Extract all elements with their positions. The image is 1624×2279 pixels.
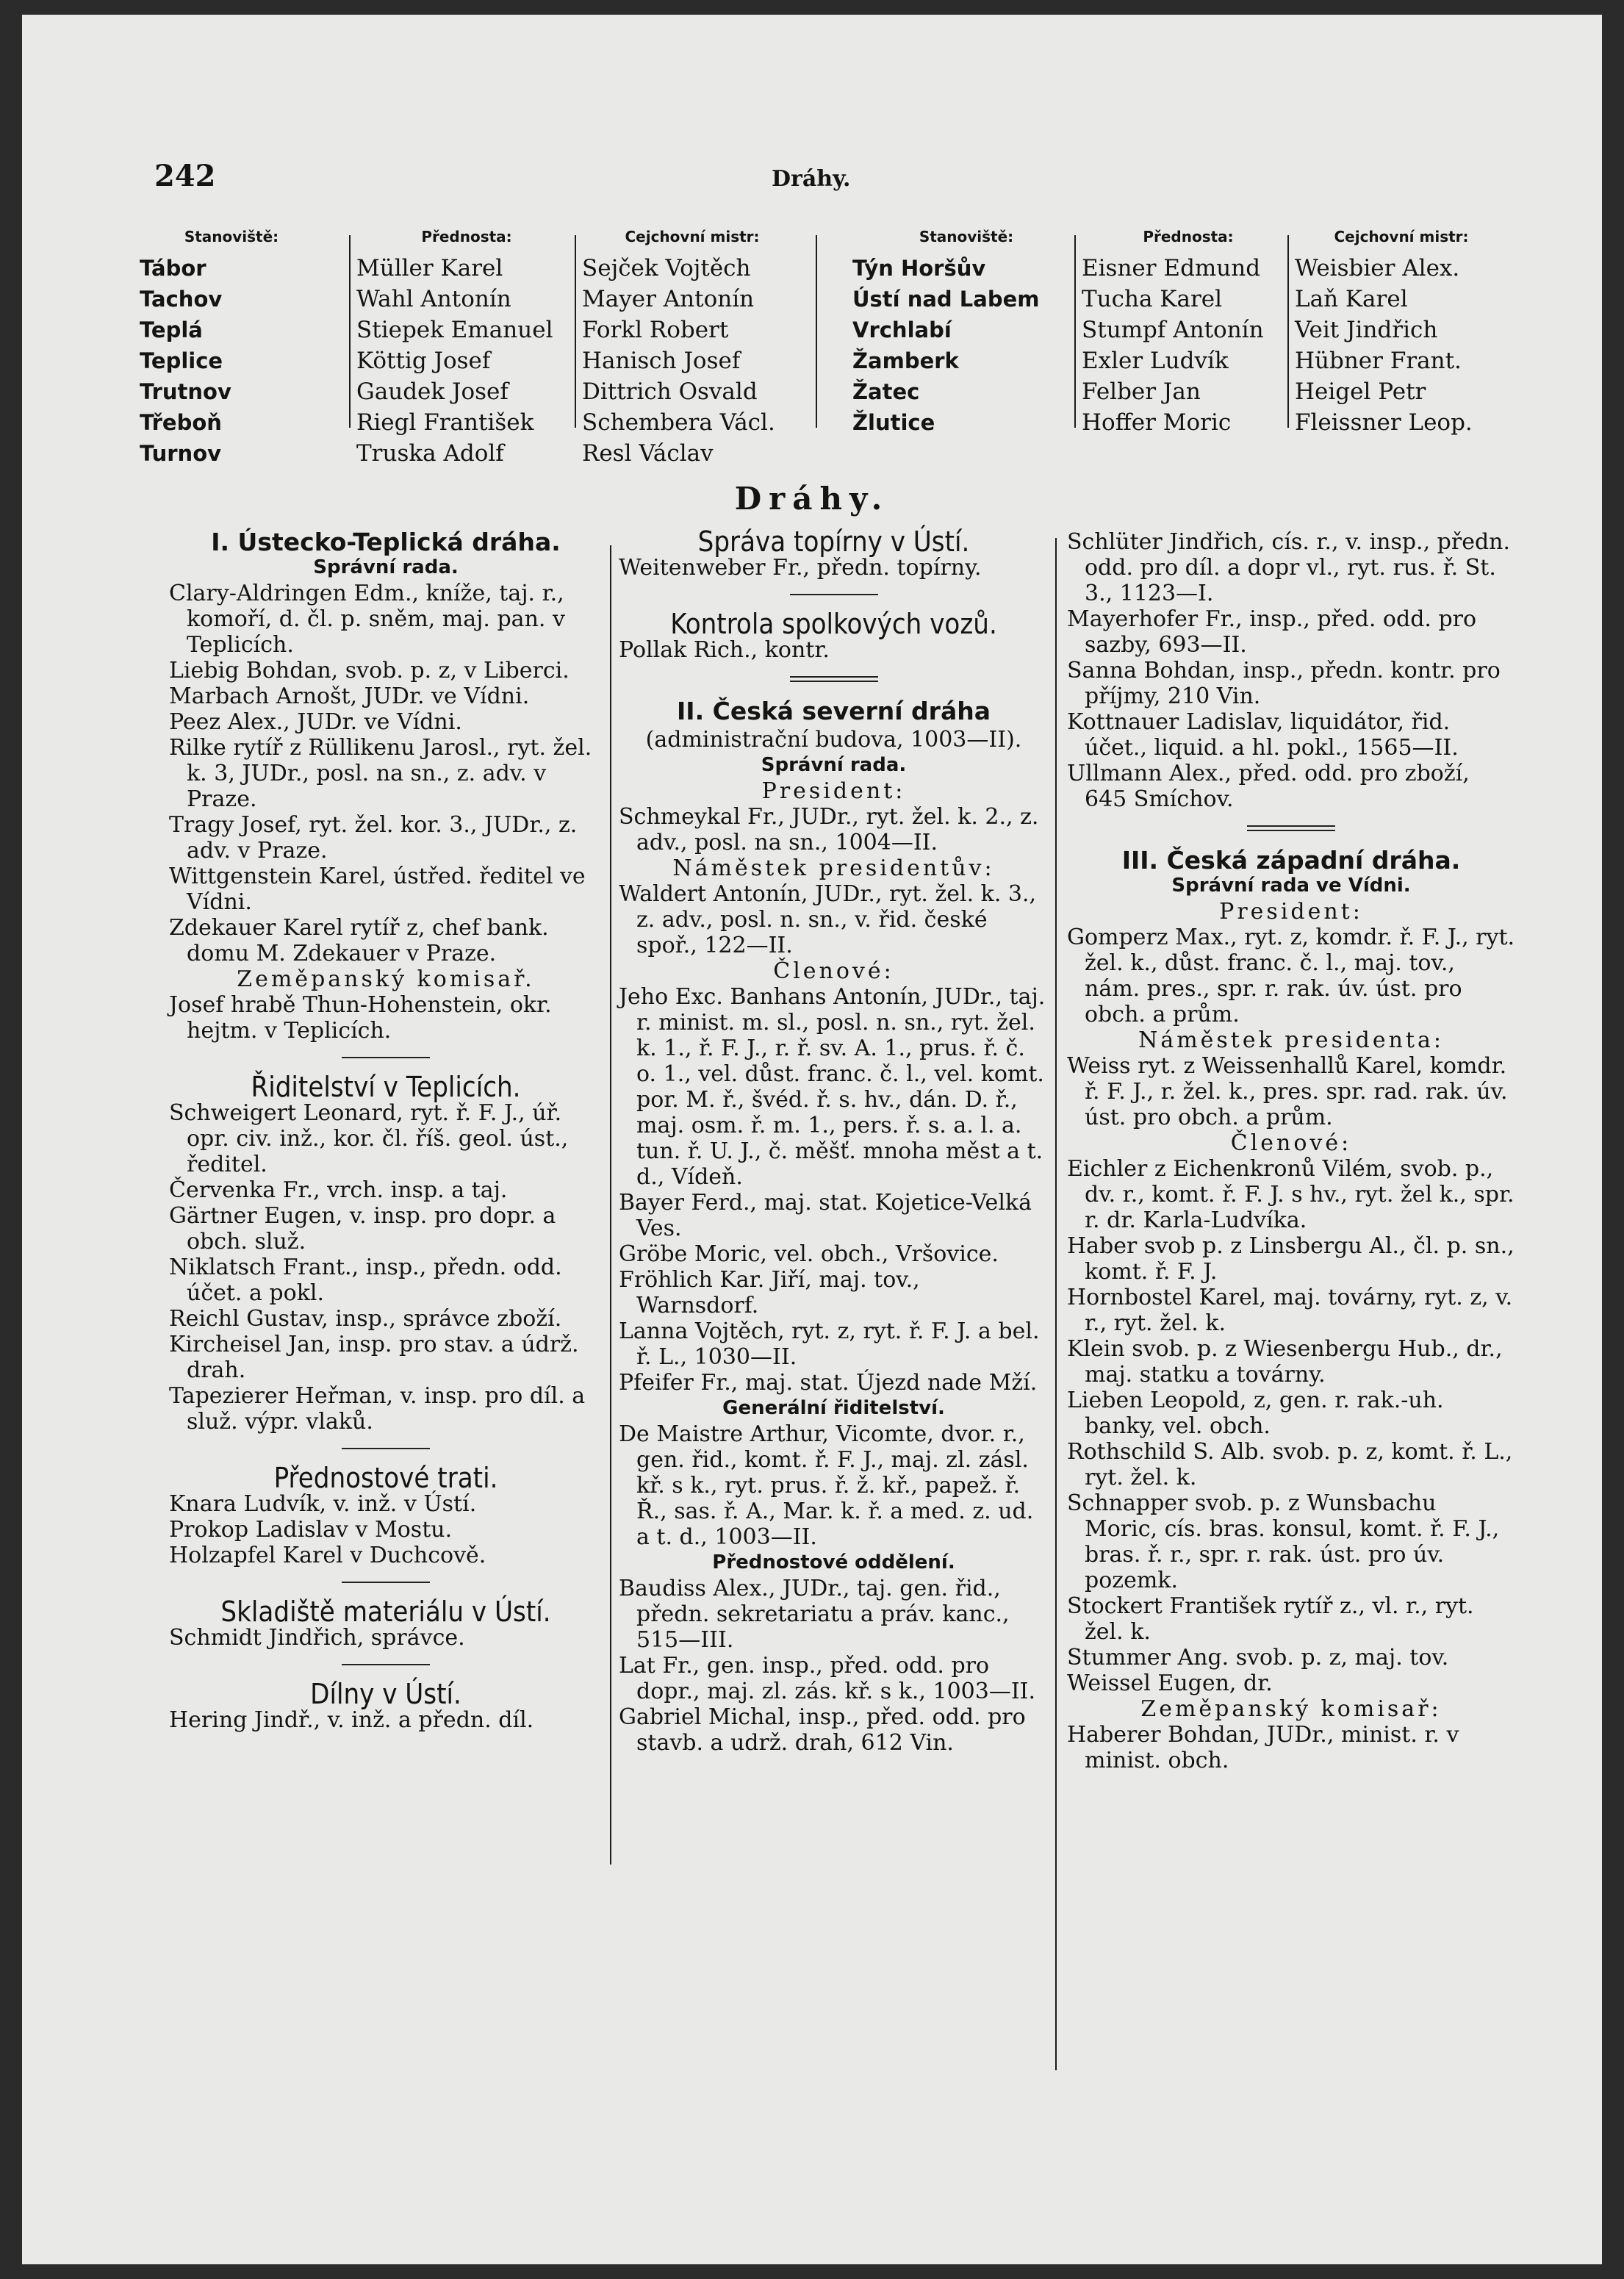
directorate-entry: Schweigert Leonard, ryt. ř. F. J., úř. opr. civ. inž., kor. čl. říš. geol. úst., ředitel. [169, 1100, 569, 1177]
table-divider [816, 235, 817, 428]
master-name: Mayer Antonín [582, 286, 755, 312]
board-heading: Správní rada ve Vídni. [1171, 875, 1411, 897]
chief-column-right [1082, 228, 1295, 438]
railway-title: I. Ústecko-Teplická dráha. [211, 528, 561, 556]
directorate-entry: Kircheisel Jan, insp. pro stav. a údrž. drah. [169, 1332, 579, 1383]
gen-dir-entry: De Maistre Arthur, Vicomte, dvor. r., gen. řid., komt. ř. F. J., maj. zl. zásl. kř. s k., ryt. prus. ř. ž. kř., papež. ř. Ř., sas. ř. A., Mar. k. ř. a med. z. ud. a t. d., 1003—II. [619, 1421, 1034, 1550]
gen-dir-heading: Generální řiditelství. [722, 1397, 945, 1419]
member-entry: Weissel Eugen, dr. [1067, 1670, 1273, 1696]
station-name: Třeboň [140, 410, 222, 435]
member-entry: Pfeifer Fr., maj. stat. Újezd nade Mží. [619, 1370, 1038, 1396]
president-entry: Schmeykal Fr., JUDr., ryt. žel. k. 2., z. adv., posl. na sn., 1004—II. [619, 804, 1039, 855]
master-name: Sejček Vojtěch [582, 255, 751, 281]
station-name: Žamberk [852, 348, 959, 373]
chief-name: Stumpf Antonín [1082, 317, 1264, 343]
president-heading: President: [1219, 899, 1363, 925]
station-name: Vrchlabí [852, 317, 952, 342]
dept-entry: Schlüter Jindřich, cís. r., v. insp., předn. odd. pro díl. a dopr vl., ryt. rus. ř. St. 3., 1123—I. [1067, 529, 1511, 606]
board-member: Marbach Arnošt, JUDr. ve Vídni. [169, 683, 530, 709]
president-heading: President: [761, 778, 906, 804]
station-name: Tábor [140, 256, 206, 281]
board-member: Tragy Josef, ryt. žel. kor. 3., JUDr., z. adv. v Praze. [169, 812, 578, 864]
works-entry: Hering Jindř., v. inž. a předn. díl. [169, 1707, 534, 1733]
member-entry: Stummer Ang. svob. p. z, maj. tov. [1067, 1645, 1449, 1670]
member-entry: Eichler z Eichenkronů Vilém, svob. p., dv. r., komt. ř. F. J. s hv., ryt. žel k., spr. r. dr. Karla-Ludvíka. [1067, 1156, 1515, 1233]
chief-name: Tucha Karel [1082, 286, 1223, 312]
section-title: Dráhy. [734, 481, 890, 517]
station-name: Týn Horšův [852, 256, 986, 281]
master-name: Hanisch Josef [582, 348, 741, 374]
control-entry: Pollak Rich., kontr. [619, 637, 830, 663]
railway-title: II. Česká severní dráha [677, 697, 991, 725]
dept-entry: Sanna Bohdan, insp., předn. kontr. pro příjmy, 210 Vin. [1067, 658, 1501, 709]
master-column-right [1295, 228, 1508, 438]
chief-name: Truska Adolf [356, 440, 504, 467]
separator-rule [342, 1664, 430, 1665]
master-name: Laň Karel [1295, 286, 1408, 312]
members-heading: Členové: [773, 958, 894, 984]
master-name: Veit Jindřich [1295, 317, 1438, 343]
store-entry: Schmidt Jindřich, správce. [169, 1625, 465, 1651]
header-station: Stanoviště: [184, 228, 279, 245]
station-name: Teplice [140, 348, 223, 373]
board-heading: Správní rada. [313, 556, 459, 578]
railway-title: III. Česká západní dráha. [1121, 846, 1461, 875]
chief-name: Stiepek Emanuel [356, 317, 553, 343]
directorate-entry: Reichl Gustav, insp., správce zboží. [169, 1306, 562, 1332]
directorate-entry: Tapezierer Heřman, v. insp. pro díl. a služ. výpr. vlaků. [169, 1383, 586, 1435]
master-name: Hübner Frant. [1295, 348, 1462, 374]
separator-rule [342, 1448, 430, 1449]
member-entry: Lanna Vojtěch, ryt. z, ryt. ř. F. J. a bel. ř. L., 1030—II. [619, 1318, 1040, 1370]
table-divider [1287, 235, 1289, 428]
header-master: Cejchovní mistr: [625, 228, 760, 245]
control-heading: Kontrola spolkových vozů. [670, 608, 997, 640]
members-heading: Členové: [1230, 1130, 1352, 1156]
dept-entry: Gabriel Michal, insp., před. odd. pro stavb. a udrž. drah, 612 Vin. [619, 1704, 1026, 1756]
master-name: Resl Václav [582, 440, 714, 467]
header-chief: Přednosta: [1143, 228, 1234, 245]
member-entry: Fröhlich Kar. Jiří, maj. tov., Warnsdorf. [619, 1267, 920, 1318]
page [22, 15, 1602, 2264]
separator-rule [790, 594, 878, 595]
column-2 [619, 525, 1049, 1756]
column-divider [1055, 538, 1057, 2070]
board-heading: Správní rada. [761, 754, 907, 776]
dept-entry: Ullmann Alex., před. odd. pro zboží, 645 Smíchov. [1067, 761, 1470, 812]
lines-entry: Prokop Ladislav v Mostu. [169, 1517, 453, 1543]
master-name: Heigel Petr [1295, 378, 1426, 405]
chief-name: Müller Karel [356, 255, 503, 281]
column-1 [169, 529, 603, 1733]
board-member: Wittgenstein Karel, ústřed. ředitel ve Vídni. [169, 864, 586, 915]
chief-name: Exler Ludvík [1082, 348, 1229, 374]
master-name: Weisbier Alex. [1295, 255, 1460, 281]
member-entry: Haber svob p. z Linsbergu Al., čl. p. sn., komt. ř. F. J. [1067, 1233, 1515, 1285]
dept-entry: Baudiss Alex., JUDr., taj. gen. řid., předn. sekretariatu a práv. kanc., 515—III. [619, 1576, 1010, 1653]
chief-column-left [356, 228, 577, 469]
railway-subtitle: (administrační budova, 1003—II). [645, 727, 1022, 753]
chief-name: Wahl Antonín [356, 286, 511, 312]
member-entry: Schnapper svob. p. z Wunsbachu Moric, cís. bras. konsul, komt. ř. F. J., bras. ř. r., spr. r. rak. úst. pro úv. pozemk. [1067, 1490, 1500, 1593]
column-3 [1067, 529, 1515, 1773]
lines-entry: Holzapfel Karel v Duchcově. [169, 1543, 486, 1568]
member-entry: Bayer Ferd., maj. stat. Kojetice-Velká Ves. [619, 1190, 1032, 1241]
separator-rule [342, 1057, 430, 1058]
heating-entry: Weitenweber Fr., předn. topírny. [619, 555, 982, 581]
chief-name: Riegl František [356, 409, 534, 436]
master-name: Dittrich Osvald [582, 378, 758, 405]
directorate-entry: Niklatsch Frant., insp., předn. odd. účet. a pokl. [169, 1255, 562, 1306]
member-entry: Klein svob. p. z Wiesenbergu Hub., dr., maj. statku a továrny. [1067, 1336, 1503, 1388]
deputy-heading: Náměstek presidenta: [1138, 1027, 1444, 1053]
heating-heading: Správa topírny v Ústí. [697, 525, 970, 558]
separator-double-rule [790, 676, 878, 682]
commissar-heading: Zeměpanský komisař. [237, 966, 535, 992]
running-title: Dráhy. [772, 166, 851, 192]
table-divider [575, 235, 576, 428]
station-column-left [140, 228, 323, 469]
station-column-right [852, 228, 1080, 438]
member-entry: Lieben Leopold, z, gen. r. rak.-uh. banky, vel. obch. [1067, 1388, 1444, 1439]
board-member: Peez Alex., JUDr. ve Vídni. [169, 709, 462, 735]
header-chief: Přednosta: [421, 228, 512, 245]
chief-name: Felber Jan [1082, 378, 1201, 405]
chief-name: Eisner Edmund [1082, 255, 1261, 281]
member-entry: Hornbostel Karel, maj. továrny, ryt. z, v. r., ryt. žel. k. [1067, 1285, 1513, 1336]
directorate-entry: Červenka Fr., vrch. insp. a taj. [169, 1177, 508, 1203]
station-name: Tachov [140, 287, 223, 312]
station-name: Žatec [852, 379, 920, 404]
page-number: 242 [154, 159, 216, 193]
separator-rule [342, 1582, 430, 1583]
master-name: Forkl Robert [582, 317, 729, 343]
chief-name: Hoffer Moric [1082, 409, 1232, 436]
dept-heading: Přednostové oddělení. [712, 1551, 955, 1573]
board-member: Liebig Bohdan, svob. p. z, v Liberci. [169, 658, 570, 683]
master-name: Schembera Václ. [582, 409, 775, 436]
president-entry: Gomperz Max., ryt. z, komdr. ř. F. J., ryt. žel. k., důst. franc. č. l., maj. tov., nám. pres., spr. r. rak. úv. úst. pro obch. a prům. [1067, 925, 1515, 1027]
commissar: Haberer Bohdan, JUDr., minist. r. v minist. obch. [1067, 1722, 1459, 1773]
station-name: Žlutice [852, 410, 935, 435]
member-entry: Jeho Exc. Banhans Antonín, JUDr., taj. r. minist. m. sl., posl. n. sn., ryt. žel. k. 1., ř. F. J., r. ř. sv. A. 1., prus. ř. č. o. 1., vel. důst. franc. č. l., vel. komt. por. M. ř., švéd. ř. s. hv., dán. D. ř., maj. osm. ř. m. 1., pers. ř. s. a. l. a. tun. ř. U. J., č. měšť. mnoha měst a t. d., Vídeň. [619, 984, 1046, 1190]
station-name: Turnov [140, 441, 222, 466]
station-name: Trutnov [140, 379, 231, 404]
chief-name: Köttig Josef [356, 348, 491, 374]
chief-name: Gaudek Josef [356, 378, 509, 405]
commissar-heading: Zeměpanský komisař: [1140, 1696, 1442, 1722]
station-name: Ústí nad Labem [852, 287, 1040, 312]
lines-entry: Knara Ludvík, v. inž. v Ústí. [169, 1491, 477, 1517]
board-member: Rilke rytíř z Rüllikenu Jarosl., ryt. žel. k. 3, JUDr., posl. na sn., z. adv. v Praze. [169, 735, 592, 812]
commissar: Josef hrabě Thun-Hohenstein, okr. hejtm. v Teplicích. [169, 992, 552, 1044]
station-name: Teplá [140, 317, 203, 342]
separator-double-rule [1247, 825, 1335, 831]
master-name: Fleissner Leop. [1295, 409, 1473, 436]
board-member: Zdekauer Karel rytíř z, chef bank. domu M. Zdekauer v Praze. [169, 915, 549, 966]
dept-entry: Kottnauer Ladislav, liquidátor, řid. účet., liquid. a hl. pokl., 1565—II. [1067, 709, 1459, 761]
works-heading: Dílny v Ústí. [310, 1678, 461, 1710]
table-divider [1074, 235, 1076, 428]
deputy-entry: Waldert Antonín, JUDr., ryt. žel. k. 3., z. adv., posl. n. sn., v. řid. české spoř., 122—II. [619, 881, 1037, 958]
dept-entry: Mayerhofer Fr., insp., před. odd. pro sazby, 693—II. [1067, 606, 1477, 658]
header-master: Cejchovní mistr: [1334, 228, 1469, 245]
dept-entry: Lat Fr., gen. insp., před. odd. pro dopr., maj. zl. zás. kř. s k., 1003—II. [619, 1653, 1036, 1704]
master-column-left [582, 228, 802, 469]
member-entry: Stockert František rytíř z., vl. r., ryt. žel. k. [1067, 1593, 1474, 1645]
deputy-entry: Weiss ryt. z Weissenhallů Karel, komdr. ř. F. J., r. žel. k., pres. spr. rad. rak. úv. úst. pro obch. a prům. [1067, 1053, 1508, 1130]
member-entry: Gröbe Moric, vel. obch., Vršovice. [619, 1241, 999, 1267]
header-station: Stanoviště: [919, 228, 1014, 245]
column-divider [610, 545, 611, 1865]
lines-heading: Přednostové trati. [273, 1462, 498, 1494]
member-entry: Rothschild S. Alb. svob. p. z, komt. ř. L., ryt. žel. k. [1067, 1439, 1513, 1490]
directorate-entry: Gärtner Eugen, v. insp. pro dopr. a obch. služ. [169, 1203, 556, 1255]
store-heading: Skladiště materiálu v Ústí. [220, 1596, 551, 1628]
table-divider [349, 235, 351, 428]
board-member: Clary-Aldringen Edm., kníže, taj. r., komoří, d. čl. p. sněm, maj. pan. v Teplicích. [169, 581, 565, 658]
directorate-heading: Řiditelství v Teplicích. [251, 1071, 521, 1103]
deputy-heading: Náměstek presidentův: [672, 855, 995, 881]
